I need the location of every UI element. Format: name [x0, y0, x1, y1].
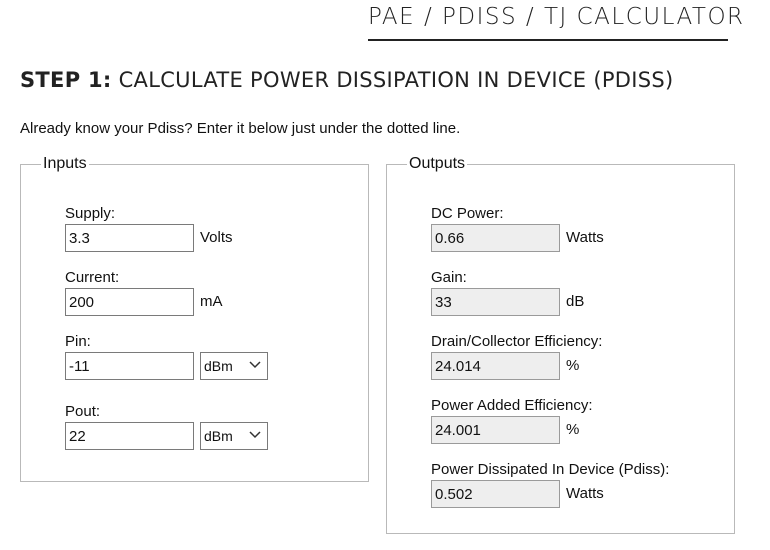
drain-efficiency-label: Drain/Collector Efficiency: — [431, 333, 603, 350]
pout-unit-selected: dBm — [204, 428, 233, 444]
outputs-panel — [386, 155, 735, 534]
current-label: Current: — [65, 269, 120, 286]
pdiss-label: Power Dissipated In Device (Pdiss): — [431, 461, 670, 478]
dc-power-unit: Watts — [566, 229, 604, 246]
dc-power-output[interactable] — [431, 224, 560, 252]
gain-unit: dB — [566, 293, 585, 310]
pae-label: Power Added Efficiency: — [431, 397, 593, 414]
pin-unit-selected: dBm — [204, 358, 233, 374]
pin-label: Pin: — [65, 333, 91, 350]
inputs-legend: Inputs — [43, 155, 87, 172]
step-description: CALCULATE POWER DISSIPATION IN DEVICE (PDISS) — [118, 68, 674, 92]
pae-output[interactable] — [431, 416, 560, 444]
gain-label: Gain: — [431, 269, 467, 286]
outputs-legend: Outputs — [409, 155, 466, 172]
inputs-panel — [20, 155, 369, 482]
supply-input[interactable] — [65, 224, 194, 252]
step-label: STEP 1: — [20, 68, 112, 92]
chevron-down-icon — [249, 431, 261, 439]
pout-label: Pout: — [65, 403, 101, 420]
pdiss-output[interactable] — [431, 480, 560, 508]
pae-unit: % — [566, 421, 580, 438]
chevron-down-icon — [249, 361, 261, 369]
dc-power-label: DC Power: — [431, 205, 504, 222]
supply-unit: Volts — [200, 229, 233, 246]
page-title: PAE / PDISS / TJ CALCULATOR — [368, 4, 728, 41]
pout-unit-select[interactable] — [200, 422, 268, 450]
pout-input[interactable] — [65, 422, 194, 450]
current-unit: mA — [200, 293, 223, 310]
step-heading — [20, 68, 674, 92]
gain-output[interactable] — [431, 288, 560, 316]
instructions-text: Already know your Pdiss? Enter it below just under the dotted line. — [20, 120, 461, 137]
pdiss-unit: Watts — [566, 485, 604, 502]
pin-input[interactable] — [65, 352, 194, 380]
current-input[interactable] — [65, 288, 194, 316]
pin-unit-select[interactable] — [200, 352, 268, 380]
drain-efficiency-unit: % — [566, 357, 580, 374]
drain-efficiency-output[interactable] — [431, 352, 560, 380]
supply-label: Supply: — [65, 205, 116, 222]
